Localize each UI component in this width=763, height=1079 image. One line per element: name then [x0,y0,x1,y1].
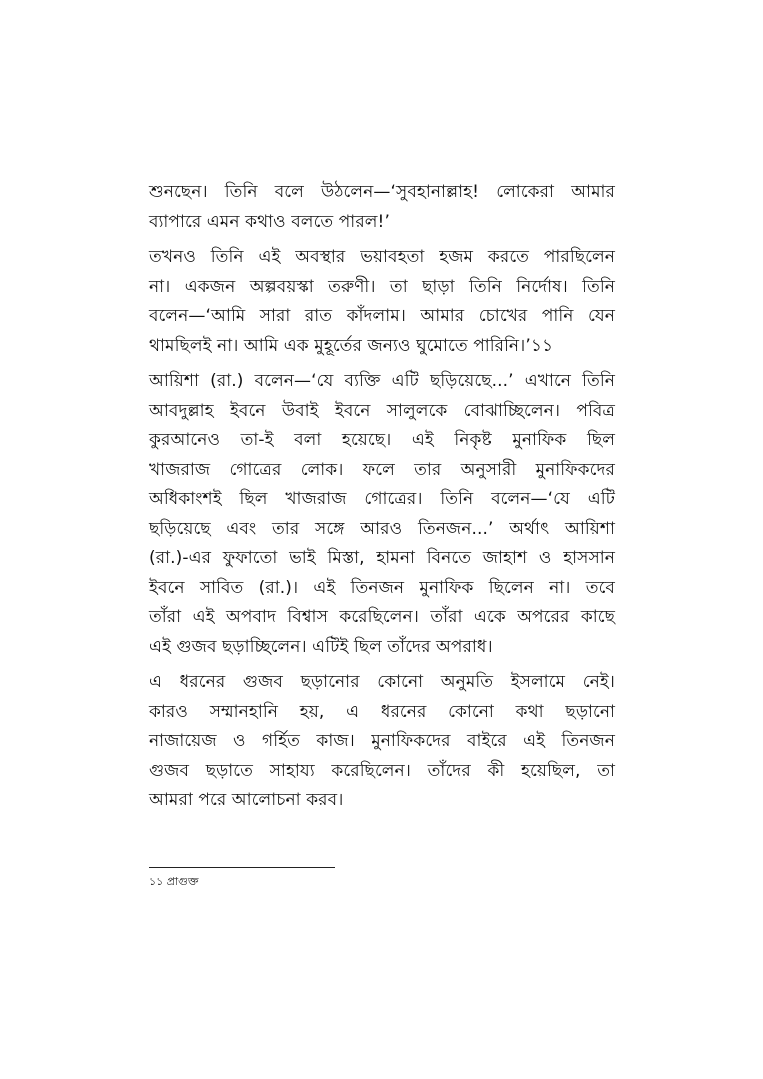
text-line: আমরা পরে আলোচনা করব। [149,790,344,810]
text-line: বলেন—‘আমি সারা রাত কাঁদলাম। আমার চোখের পানি যেন [149,306,615,326]
text-line: নাজায়েজ ও গর্হিত কাজ। মুনাফিকদের বাইরে এই তিনজন [149,731,615,751]
text-line: এ ধরনের গুজব ছড়ানোর কোনো অনুমতি ইসলামে নেই। [149,672,615,692]
text-line: তাঁরা এই অপবাদ বিশ্বাস করেছিলেন। তাঁরা একে অপরের কাছে [149,607,615,627]
paragraph-4 [149,668,615,816]
text-line: আয়িশা (রা.) বলেন—‘যে ব্যক্তি এটি ছড়িয়েছে...’ এখানে তিনি [149,371,615,391]
footnote-divider [149,867,335,868]
text-line: খাজরাজ গোত্রের লোক। ফলে তার অনুসারী মুনাফিকদের [149,459,615,480]
text-line: এই গুজব ছড়াচ্ছিলেন। এটিই ছিল তাঁদের অপরাধ। [149,636,493,657]
text-line: শুনছেন। তিনি বলে উঠলেন—‘সুবহানাল্লাহ! লোকেরা আমার [149,182,615,202]
text-line: অধিকাংশই ছিল খাজরাজ গোত্রের। তিনি বলেন—‘যে এটি [149,489,615,509]
text-line: তখনও তিনি এই অবস্থার ভয়াবহতা হজম করতে পারছিলেন [149,247,615,267]
paragraph-3 [149,367,615,662]
text-line: ব্যাপারে এমন কথাও বলতে পারল!’ [149,211,390,232]
text-line: থামছিলই না। আমি এক মুহূর্তের জন্যও ঘুমোতে পারিনি।’১১ [149,335,554,356]
text-line: ছড়িয়েছে এবং তার সঙ্গে আরও তিনজন...’ অর্থাৎ আয়িশা [149,518,615,539]
paragraph-1 [149,178,615,237]
text-line: আবদুল্লাহ ইবনে উবাই ইবনে সালুলকে বোঝাচ্ছিলেন। পবিত্র [149,400,615,421]
text-line: গুজব ছড়াতে সাহায্য করেছিলেন। তাঁদের কী হয়েছিল, তা [149,760,615,781]
text-line: (রা.)-এর ফুফাতো ভাই মিস্তা, হামনা বিনতে জাহাশ ও হাসসান [149,548,615,568]
footnote: ১১ প্রাগুক্ত [149,875,199,888]
text-line: ইবনে সাবিত (রা.)। এই তিনজন মুনাফিক ছিলেন না। তবে [149,577,615,598]
paragraph-2 [149,243,615,361]
text-line: কারও সম্মানহানি হয়, এ ধরনের কোনো কথা ছড়ানো [149,701,615,722]
text-line: কুরআনেও তা-ই বলা হয়েছে। এই নিকৃষ্ট মুনাফিক ছিল [149,430,615,450]
body-text [149,178,615,822]
text-line: না। একজন অল্পবয়স্কা তরুণী। তা ছাড়া তিনি নির্দোষ। তিনি [149,276,615,297]
